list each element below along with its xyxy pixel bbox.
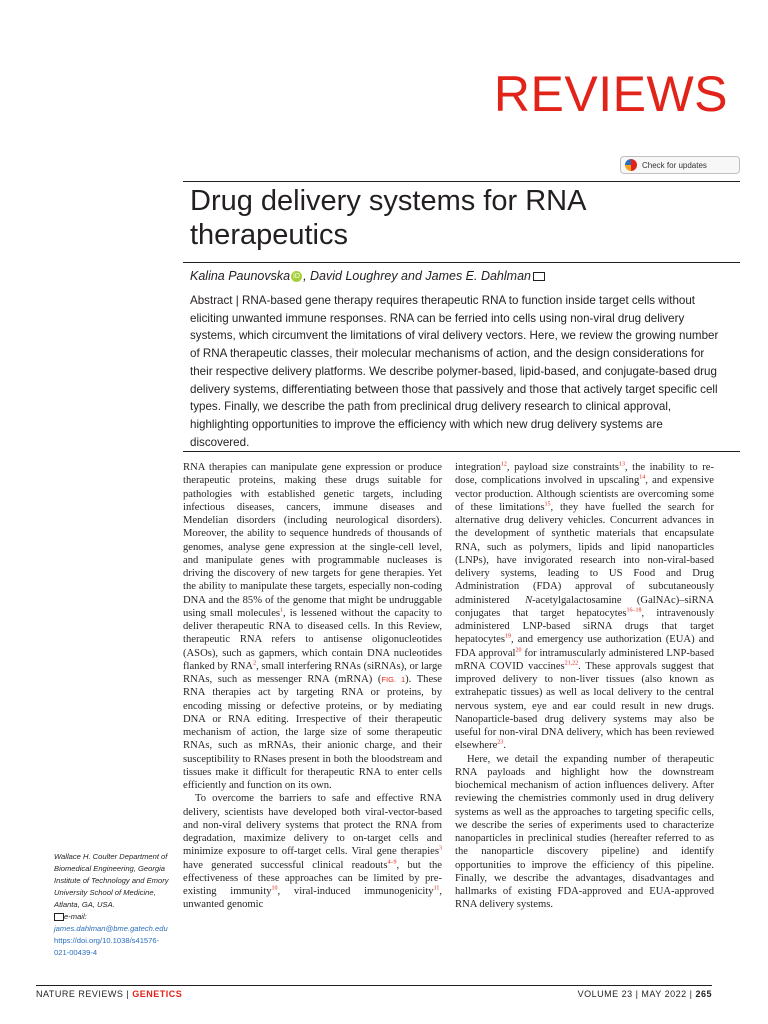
crossmark-icon [625, 159, 637, 171]
text: . These approvals suggest that improved delivery to non-liver tissues (also known as extrahepatic tissues) as well as local delivery to the central nervous system, eye and ear could result in new drugs. Nanoparticle-based drug delivery systems may also be useful for non-viral DNA delivery, which has been reviewed elsewhere [455, 660, 714, 752]
paragraph [183, 461, 442, 792]
orcid-icon[interactable]: iD [291, 271, 302, 282]
text: . [503, 740, 507, 752]
text: , unwanted genomic [183, 886, 442, 911]
email-icon [54, 913, 64, 921]
author-list [190, 267, 545, 285]
text: , payload size constraints [506, 462, 620, 473]
footer-volume [578, 989, 712, 999]
reference-link[interactable]: 13 [619, 461, 626, 468]
article-title: Drug delivery systems for RNA therapeutics [190, 185, 585, 251]
reference-link[interactable]: 23 [497, 739, 504, 746]
email-link[interactable]: james.dahlman@bme.gatech.edu [54, 924, 168, 933]
journal-name: NATURE REVIEWS | [36, 989, 133, 999]
reference-link[interactable]: 2 [253, 660, 257, 667]
reference-link[interactable]: 19 [505, 633, 512, 640]
text: , but the effectiveness of these approaches can be limited by pre-existing immunity [183, 859, 442, 897]
check-for-updates-button[interactable] [620, 156, 740, 174]
text: integration [455, 462, 501, 473]
reference-link[interactable]: 14 [639, 474, 646, 481]
reference-link[interactable]: 1 [280, 607, 284, 614]
abstract-rule [183, 451, 740, 452]
email-label: e-mail: [64, 912, 87, 921]
text: for intramuscularly administered LNP-based mRNA COVID vaccines [455, 647, 714, 672]
paragraph [183, 792, 442, 911]
doi-link[interactable]: https://doi.org/10.1038/s41576-021-00439-4 [54, 936, 160, 957]
affiliation-note [54, 851, 174, 959]
text: , intravenously administered LNP-based siRNA drugs that target hepatocytes [455, 607, 715, 646]
reference-link[interactable]: 15 [544, 501, 551, 508]
reference-link[interactable]: 16–18 [626, 607, 642, 614]
text: -acetylgalactosamine (GalNAc)–siRNA conjugates that target hepatocytes [455, 594, 714, 619]
text: , the inability to re-dose, complications involved in upscaling [455, 462, 714, 487]
body-column-2 [455, 461, 714, 912]
body-column-1 [183, 461, 442, 912]
text: ). These RNA therapies act by targeting RNA or proteins, by encoding missing or defective proteins, or by mediating DNA or RNA editing. Irrespective of their therapeutic mechanism of action, the large size of some therapeutic RNAs, such as mRNAs, their anionic charge, and their susceptibility to RNases present in both the bloodstream and tissues make it difficult for therapeutic RNA to enter cells efficiently and function on its own. [183, 674, 442, 791]
text: , they have fuelled the search for alternative drug delivery vehicles. Concurrent advances in the development of synthetic materials that encapsulate RNA, such as polymers, lipids and lipid nanoparticles (LNPs), have invigorated research into non-viral-based delivery systems, leading to US Food and Drug Administration (FDA) approval of subcutaneously administered [455, 501, 714, 606]
text: To overcome the barriers to safe and effective RNA delivery, scientists have developed both viral-vector-based and non-viral delivery systems that protect the RNA from degradation, maximize delivery to on-target cells and minimize exposure to off-target cells. Viral gene therapies [183, 793, 442, 858]
abstract: Abstract | RNA-based gene therapy requires therapeutic RNA to function inside target cells without eliciting unwanted immune responses. RNA can be ferried into cells using non-viral drug delivery systems, which circumvent the limitations of viral delivery vectors. Here, we review the growing number of RNA therapeutic classes, their molecular mechanisms of action, and the design considerations for their respective delivery platforms. We describe polymer-based, lipid-based, and conjugate-based drug delivery systems, differentiating between those that passively and those that actively target specific cell types. Finally, we describe the path from preclinical drug delivery research to clinical approval, highlighting opportunities to improve the efficiency with which new drug delivery systems are discovered. [190, 294, 719, 449]
reference-link[interactable]: 11 [433, 885, 440, 892]
check-for-updates-label: Check for updates [642, 160, 707, 170]
paragraph: Here, we detail the expanding number of therapeutic RNA payloads and highlight how the downstream biochemical mechanism of action influences delivery. After reviewing the chemistries commonly used in drug delivery systems as well as the approaches to targeting specific cells, we describe the series of experiments used to characterize nanoparticles in preclinical studies (hereafter referred to as the nanoparticle discovery pipeline) and identify opportunities to improve the efficiency of this pipeline. Finally, we describe the advantages, disadvantages and hallmarks of existing FDA-approved and EUA-approved RNA delivery systems. [455, 753, 714, 911]
reference-link[interactable]: 4–9 [387, 858, 397, 865]
paragraph [455, 461, 714, 753]
journal-section-title: REVIEWS [493, 66, 728, 122]
text: , is lessened without the capacity to deliver therapeutic RNA to diseased cells. In this Review, therapeutic RNA refers to antisense oligonucleotides (ASOs), such as gapmers, which contain DNA nucleotides flanked by RNA [183, 607, 442, 672]
title-top-rule [183, 181, 740, 182]
reference-link[interactable]: 3 [439, 845, 442, 852]
text: , and emergency use authorization (EUA) and FDA approval [455, 634, 714, 659]
italic-text: N [525, 594, 533, 606]
text: , and expensive vector production. Although scientists are overcoming some of these limitations [455, 475, 714, 513]
title-bottom-rule [183, 262, 740, 263]
text: have generated successful clinical readouts [183, 859, 388, 871]
author-name[interactable]: Kalina Paunovska [190, 269, 291, 283]
reference-link[interactable]: 20 [515, 646, 522, 653]
email-line [54, 911, 174, 935]
text: , viral-induced immunogenicity [277, 886, 434, 897]
footer-rule [36, 985, 712, 986]
email-icon[interactable] [533, 272, 545, 281]
reference-link[interactable]: 21,22 [564, 660, 579, 667]
text: , small interfering RNAs (siRNAs), or large RNAs, such as messenger RNA (mRNA) ( [183, 660, 442, 685]
author-names: , David Loughrey and James E. Dahlman [303, 269, 531, 283]
reference-link[interactable]: 10 [271, 885, 278, 892]
volume-info: VOLUME 23 | MAY 2022 | [577, 989, 696, 999]
page-number: 265 [695, 989, 712, 999]
figure-link[interactable]: FIG. 1 [381, 675, 406, 684]
journal-subject: GENETICS [132, 989, 183, 999]
footer-journal [36, 989, 182, 999]
institution: Wallace H. Coulter Department of Biomedical Engineering, Georgia Institute of Technology and Emory University School of Medicine, Atlanta, GA, USA. [54, 852, 169, 909]
text: RNA therapies can manipulate gene expression or produce therapeutic proteins, making these drugs suitable for pathologies with established genetic targets, including infectious diseases, cancers, immune diseases and Mendelian disorders (including neurological disorders). Moreover, the ability to sequence hundreds of thousands of genomes, analyse gene expression at the single-cell level, and manipulate genes with programmable nucleases is driving the discovery of new targets for gene therapies. Yet the ability to manipulate these targets, especially non-coding DNA and the 85% of the genome that might be undruggable using small molecules [183, 462, 442, 619]
reference-link[interactable]: 12 [500, 461, 507, 468]
